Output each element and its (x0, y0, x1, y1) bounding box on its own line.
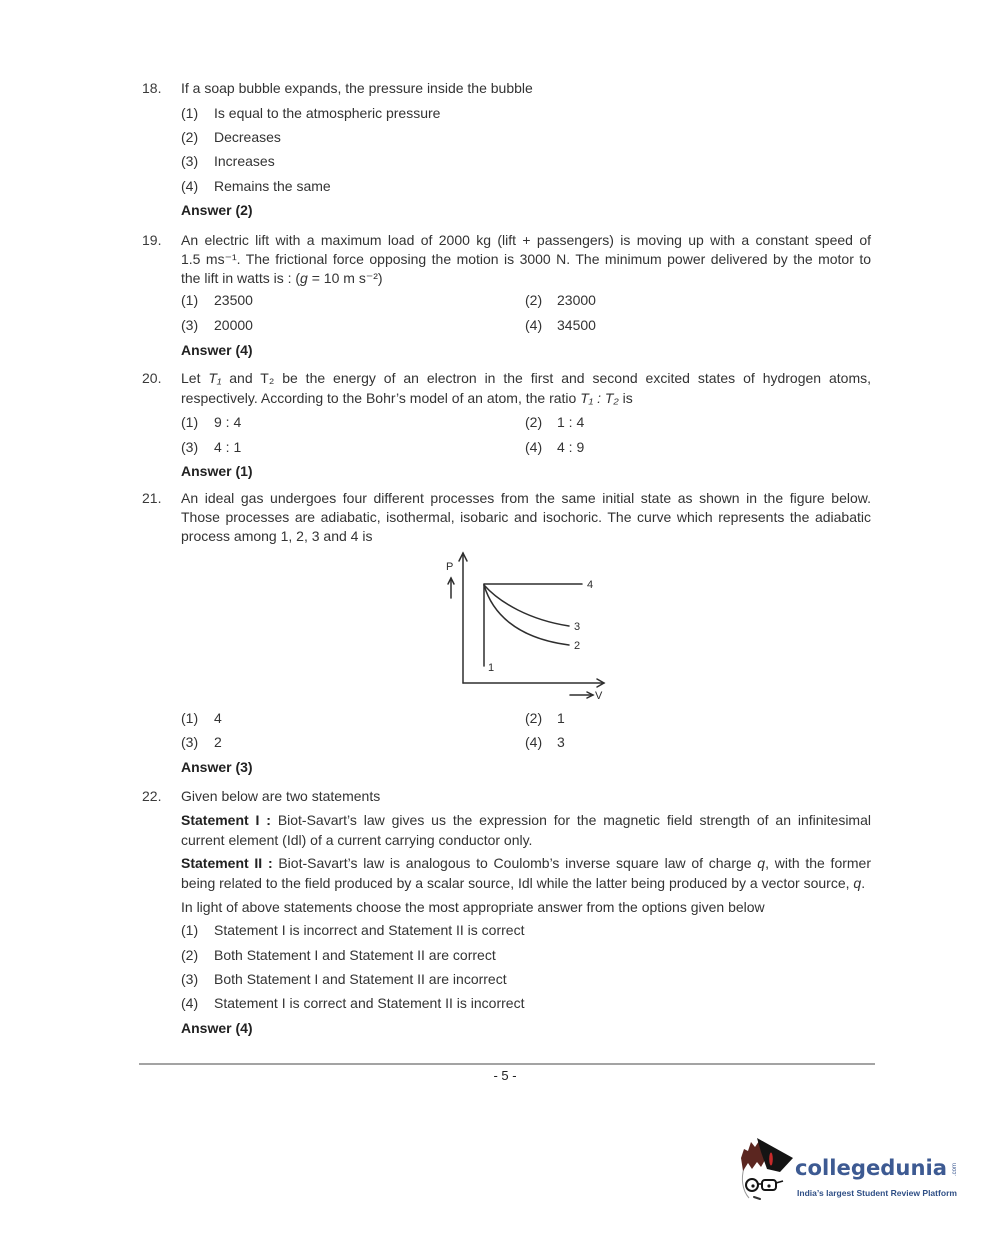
answer: Answer (4) (181, 1020, 253, 1036)
curve-label-1: 1 (488, 662, 495, 674)
option-text: 20000 (214, 317, 253, 333)
option-text: 1 : 4 (557, 414, 585, 430)
question-stem-line (181, 369, 871, 387)
option-label: (4) (181, 177, 199, 194)
statement-text: , with the former (765, 854, 872, 871)
option-label: (4) (525, 317, 543, 333)
question-stem: Given below are two statements (181, 788, 381, 804)
option-label: (3) (181, 317, 199, 333)
option-label: (4) (525, 439, 543, 455)
option-label: (2) (525, 414, 543, 430)
brand-tagline: India’s largest Student Review Platform (797, 1188, 958, 1198)
question-number: 18. (142, 80, 162, 96)
instruction: In light of above statements choose the most appropriate answer from the options given below (181, 899, 765, 915)
question-number: 21. (142, 490, 162, 506)
stem-text: is (618, 390, 633, 406)
option-text: Both Statement I and Statement II are incorrect (214, 970, 507, 987)
option-label: (2) (181, 129, 199, 145)
option-text: 4 : 9 (557, 439, 585, 455)
option-text: 9 : 4 (214, 414, 242, 430)
pv-diagram (430, 545, 620, 705)
option-label: (1) (181, 414, 199, 430)
option-text: 34500 (557, 317, 596, 333)
variable-q: q (853, 874, 862, 891)
option-text: Increases (214, 153, 275, 169)
footer-divider (139, 1063, 875, 1065)
pressure-arrow-icon (448, 578, 454, 598)
option-label: (2) (525, 292, 543, 308)
option-text: 23500 (214, 292, 253, 308)
option-label: (3) (181, 734, 199, 750)
option-label: (3) (181, 970, 199, 987)
mouth (754, 1197, 760, 1199)
question-stem-line: Those processes are adiabatic, isothermal, isobaric and isochoric. The curve which represents the adiabatic (181, 509, 871, 525)
stem-text: respectively. According to the Bohr’s model of an atom, the ratio (181, 390, 581, 406)
question-number: 19. (142, 231, 162, 248)
question-stem-line (181, 389, 633, 407)
statement-2-line (181, 854, 871, 872)
option-label: (2) (181, 946, 199, 963)
option-text: 2 (214, 734, 222, 750)
stem-text: the lift in watts is : ( (181, 269, 301, 286)
option-text: 1 (557, 709, 565, 726)
statement-2-label: Statement II : (181, 854, 273, 871)
brand-domain: .com (952, 1162, 958, 1176)
option-label: (1) (181, 921, 199, 938)
curve-label-3: 3 (574, 621, 581, 633)
variable-t1: T₁ (208, 370, 222, 386)
question-number: 22. (142, 788, 162, 804)
question-stem-line: process among 1, 2, 3 and 4 is (181, 528, 373, 544)
variable-q: q (757, 854, 766, 871)
option-label: (4) (181, 995, 199, 1011)
statement-text: Biot-Savart’s law is analogous to Coulomb’s inverse square law of charge (272, 854, 758, 871)
statement-text: being related to the field produced by a scalar source, Idl while the latter being produced by a vector source, (181, 874, 854, 891)
option-label: (2) (525, 709, 543, 726)
answer: Answer (4) (181, 342, 253, 358)
option-label: (3) (181, 439, 199, 455)
curve-2 (484, 585, 569, 645)
volume-arrow-icon (570, 692, 593, 698)
statement-1-label: Statement I : (181, 811, 271, 828)
option-text: Both Statement I and Statement II are correct (214, 946, 496, 963)
answer: Answer (1) (181, 463, 253, 479)
stem-text: = 10 m s⁻²) (307, 269, 383, 286)
mascot-icon (741, 1138, 793, 1199)
stem-text: and T₂ be the energy of an electron in the first and second excited states of hydrogen atoms, (221, 370, 871, 386)
question-stem-line: An electric lift with a maximum load of 2000 kg (lift + passengers) is moving up with a constant speed of (181, 231, 871, 248)
stem-text: Let (181, 370, 209, 386)
statement-1-line (181, 811, 871, 829)
question-stem-line (181, 269, 383, 287)
question-stem-line: 1.5 ms⁻¹. The frictional force opposing the motion is 3000 N. The minimum power delivered by the motor to (181, 251, 871, 267)
cap-tassel (769, 1153, 773, 1166)
answer: Answer (2) (181, 202, 253, 218)
variable-g: g (300, 269, 308, 286)
graduation-cap (757, 1138, 793, 1172)
y-axis (459, 553, 467, 683)
option-label: (3) (181, 153, 199, 169)
answer: Answer (3) (181, 758, 253, 775)
option-text: 3 (557, 734, 565, 750)
option-label: (1) (181, 105, 199, 121)
statement-text: . (861, 874, 866, 891)
ratio-expression: T₁ : T₂ (580, 390, 619, 406)
statement-text: Biot-Savart’s law gives us the expression for the magnetic field strength of an infinitesimal (270, 811, 871, 828)
collegedunia-logo (730, 1130, 970, 1215)
option-text: Statement I is incorrect and Statement II is correct (214, 921, 525, 938)
question-number: 20. (142, 370, 162, 386)
page-number: - 5 - (493, 1068, 517, 1083)
y-axis-label: P (446, 561, 454, 573)
statement-1-line: current element (Idl) of a current carrying conductor only. (181, 831, 533, 848)
option-text: Decreases (214, 129, 281, 145)
brand-name: collegedunia (795, 1156, 947, 1180)
curve-3 (484, 585, 569, 626)
option-label: (1) (181, 709, 199, 726)
option-label: (4) (525, 734, 543, 750)
option-text: 4 : 1 (214, 439, 242, 455)
option-label: (1) (181, 292, 199, 308)
option-text: Remains the same (214, 177, 331, 194)
option-text: Statement I is correct and Statement II is incorrect (214, 995, 525, 1011)
curve-label-4: 4 (587, 579, 594, 591)
option-text: Is equal to the atmospheric pressure (214, 105, 441, 121)
question-stem: If a soap bubble expands, the pressure inside the bubble (181, 80, 533, 96)
question-stem-line: An ideal gas undergoes four different processes from the same initial state as shown in the figure below. (181, 490, 871, 506)
x-axis (463, 679, 604, 687)
option-text: 4 (214, 709, 222, 726)
option-text: 23000 (557, 292, 596, 308)
curve-label-2: 2 (574, 640, 581, 652)
x-axis-label: V (595, 690, 603, 702)
statement-2-line (181, 874, 865, 892)
